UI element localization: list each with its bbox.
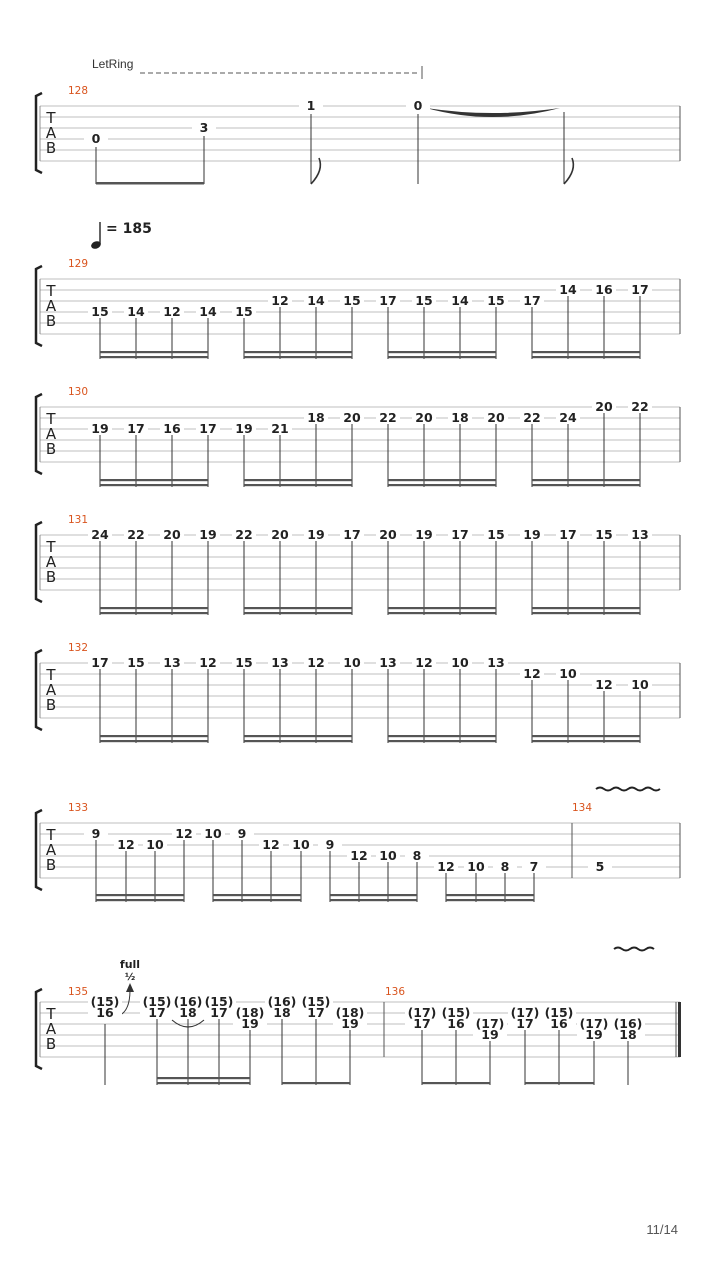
fret-number: (15) [90,994,120,1009]
fret-number: 15 [91,304,109,319]
fret-number: 16 [96,1005,114,1020]
fret-number: 10 [631,677,649,692]
beam [100,351,208,353]
fret-number: 9 [91,826,101,841]
fret-number: 14 [199,304,217,319]
fret-number: 19 [241,1016,259,1031]
fret-number: 12 [415,655,433,670]
fret-number: 22 [379,410,397,425]
beam [96,182,204,185]
quarter-note-icon [88,220,104,252]
fret-number: 18 [307,410,325,425]
fret-number: 5 [595,859,605,874]
measure-number: 134 [572,802,593,814]
fret-number: 19 [91,421,109,436]
fret-number: 16 [595,282,613,297]
fret-number: 12 [262,837,280,852]
fret-number: 16 [447,1016,465,1031]
fret-number: 14 [559,282,577,297]
final-barline [678,1002,681,1057]
tab-clef-letter: T [46,109,56,127]
beam [388,740,496,742]
fret-number: 12 [175,826,193,841]
beam [244,351,352,353]
beam [100,356,208,358]
beam [532,612,640,614]
beam [244,607,352,609]
beam [244,612,352,614]
let-ring-label: LetRing [92,57,134,71]
beam [157,1082,250,1084]
beam [532,356,640,358]
fret-number: 15 [487,293,505,308]
page-number: 11/14 [646,1222,678,1237]
fret-number: (16) [267,994,297,1009]
fret-number: 17 [559,527,577,542]
fret-number: (18) [335,1005,365,1020]
fret-number: 16 [550,1016,568,1031]
beam [388,607,496,609]
measure-number: 130 [68,386,89,398]
fret-number: 17 [516,1016,534,1031]
fret-number: 8 [412,848,422,863]
tab-clef-letter: A [45,297,57,315]
fret-number: 17 [631,282,649,297]
measure-number: 132 [68,642,89,654]
beam [388,484,496,486]
fret-number: 14 [451,293,469,308]
fret-number: 18 [451,410,469,425]
fret-number: 1 [306,98,316,113]
fret-number: 15 [415,293,433,308]
beam [100,484,208,486]
fret-number: 17 [451,527,469,542]
tab-clef-letter: T [46,410,56,428]
fret-number: 13 [163,655,181,670]
tab-clef-letter: B [45,139,57,157]
fret-number: 7 [529,859,539,874]
fret-number: 18 [619,1027,637,1042]
tab-clef-letter: A [45,1020,57,1038]
tab-clef-letter: A [45,425,57,443]
beam [388,612,496,614]
beam [96,894,184,896]
fret-number: 0 [413,98,423,113]
beam [446,899,534,901]
tab-clef-letter: T [46,538,56,556]
fret-number: 21 [271,421,289,436]
beam [282,1082,350,1084]
tab-clef-letter: A [45,124,57,142]
beam [100,735,208,737]
fret-number: 22 [523,410,541,425]
beam [244,356,352,358]
beam [388,356,496,358]
fret-number: 19 [199,527,217,542]
fret-number: 10 [379,848,397,863]
fret-number: 20 [343,410,361,425]
measure-number: 136 [385,986,406,998]
fret-number: 19 [341,1016,359,1031]
beam [100,479,208,481]
measure-number: 128 [68,85,89,97]
fret-number: 20 [163,527,181,542]
tab-clef-letter: B [45,440,57,458]
fret-number: 19 [481,1027,499,1042]
measure-number: 131 [68,514,89,526]
fret-number: 10 [292,837,310,852]
fret-number: 12 [163,304,181,319]
fret-number: 17 [307,1005,325,1020]
beam [96,899,184,901]
fret-number: 20 [271,527,289,542]
tempo-marking: = 185 [106,221,152,237]
fret-number: 15 [595,527,613,542]
beam [100,740,208,742]
fret-number: 10 [451,655,469,670]
tab-clef-letter: T [46,826,56,844]
fret-number: 17 [413,1016,431,1031]
fret-number: 3 [199,120,209,135]
fret-number: 12 [271,293,289,308]
bend-fraction: ½ [124,972,136,983]
tie [426,108,560,117]
fret-number: 17 [523,293,541,308]
tab-clef-letter: B [45,1035,57,1053]
beam [157,1077,250,1079]
fret-number: 17 [148,1005,166,1020]
fret-number: 13 [379,655,397,670]
staff-system-1 [36,93,680,173]
beam [532,351,640,353]
fret-number: 20 [487,410,505,425]
tab-clef-letter: B [45,568,57,586]
fret-number: 19 [585,1027,603,1042]
fret-number: 12 [350,848,368,863]
fret-number: 18 [273,1005,291,1020]
fret-number: 12 [199,655,217,670]
beam [330,894,417,896]
fret-number: (15) [441,1005,471,1020]
fret-number: 19 [523,527,541,542]
fret-number: 8 [500,859,510,874]
fret-number: 12 [437,859,455,874]
fret-number: (17) [510,1005,540,1020]
fret-number: 20 [379,527,397,542]
tab-clef-letter: A [45,841,57,859]
fret-number: 15 [127,655,145,670]
fret-number: (15) [142,994,172,1009]
fret-number: 13 [487,655,505,670]
fret-number: 13 [271,655,289,670]
fret-number: 12 [595,677,613,692]
fret-number: 10 [467,859,485,874]
tab-clef-letter: T [46,666,56,684]
fret-number: 17 [91,655,109,670]
fret-number: 14 [127,304,145,319]
vibrato-icon [614,948,654,951]
fret-number: 0 [91,131,101,146]
fret-number: 17 [210,1005,228,1020]
fret-number: 20 [595,399,613,414]
fret-number: 16 [163,421,181,436]
beam [244,479,352,481]
beam [213,894,301,896]
beam [532,607,640,609]
fret-number: 9 [325,837,335,852]
fret-number: 12 [307,655,325,670]
fret-number: 9 [237,826,247,841]
tab-clef-letter: B [45,312,57,330]
fret-number: 10 [343,655,361,670]
fret-number: 14 [307,293,325,308]
fret-number: 19 [235,421,253,436]
fret-number: 19 [307,527,325,542]
fret-number: 22 [235,527,253,542]
tab-clef-letter: T [46,1005,56,1023]
beam [244,740,352,742]
beam [446,894,534,896]
fret-number: 22 [631,399,649,414]
fret-number: (16) [613,1016,643,1031]
beam [100,612,208,614]
beam [532,484,640,486]
measure-number: 135 [68,986,89,998]
fret-number: 10 [559,666,577,681]
tab-clef-letter: B [45,696,57,714]
fret-number: 17 [199,421,217,436]
tab-clef-letter: A [45,681,57,699]
bend-arrow [126,983,134,992]
fret-number: 19 [415,527,433,542]
measure-number: 129 [68,258,89,270]
fret-number: (18) [235,1005,265,1020]
beam [525,1082,594,1084]
tab-clef-letter: B [45,856,57,874]
fret-number: 15 [487,527,505,542]
fret-number: 15 [235,304,253,319]
beam [244,484,352,486]
beam [244,735,352,737]
vibrato-icon [596,788,660,791]
fret-number: (15) [544,1005,574,1020]
fret-number: 17 [127,421,145,436]
beam [330,899,417,901]
beam [388,735,496,737]
fret-number: 18 [179,1005,197,1020]
fret-number: 12 [523,666,541,681]
fret-number: 20 [415,410,433,425]
bend-label: full [119,958,141,971]
fret-number: 24 [91,527,109,542]
fret-number: 17 [343,527,361,542]
fret-number: 12 [117,837,135,852]
fret-number: 10 [204,826,222,841]
fret-number: 17 [379,293,397,308]
fret-number: 15 [343,293,361,308]
fret-number: (16) [173,994,203,1009]
fret-number: 13 [631,527,649,542]
tab-clef-letter: T [46,282,56,300]
fret-number: 24 [559,410,577,425]
measure-number: 133 [68,802,89,814]
fret-number: (17) [579,1016,609,1031]
note-flag [311,158,320,184]
fret-number: (15) [204,994,234,1009]
beam [388,479,496,481]
fret-number: (15) [301,994,331,1009]
beam [388,351,496,353]
note-flag [564,158,573,184]
beam [532,740,640,742]
fret-number: (17) [407,1005,437,1020]
beam [532,479,640,481]
beam [100,607,208,609]
tab-clef-letter: A [45,553,57,571]
fret-number: 15 [235,655,253,670]
beam [532,735,640,737]
beam [422,1082,490,1084]
fret-number: 10 [146,837,164,852]
fret-number: (17) [475,1016,505,1031]
fret-number: 22 [127,527,145,542]
beam [213,899,301,901]
